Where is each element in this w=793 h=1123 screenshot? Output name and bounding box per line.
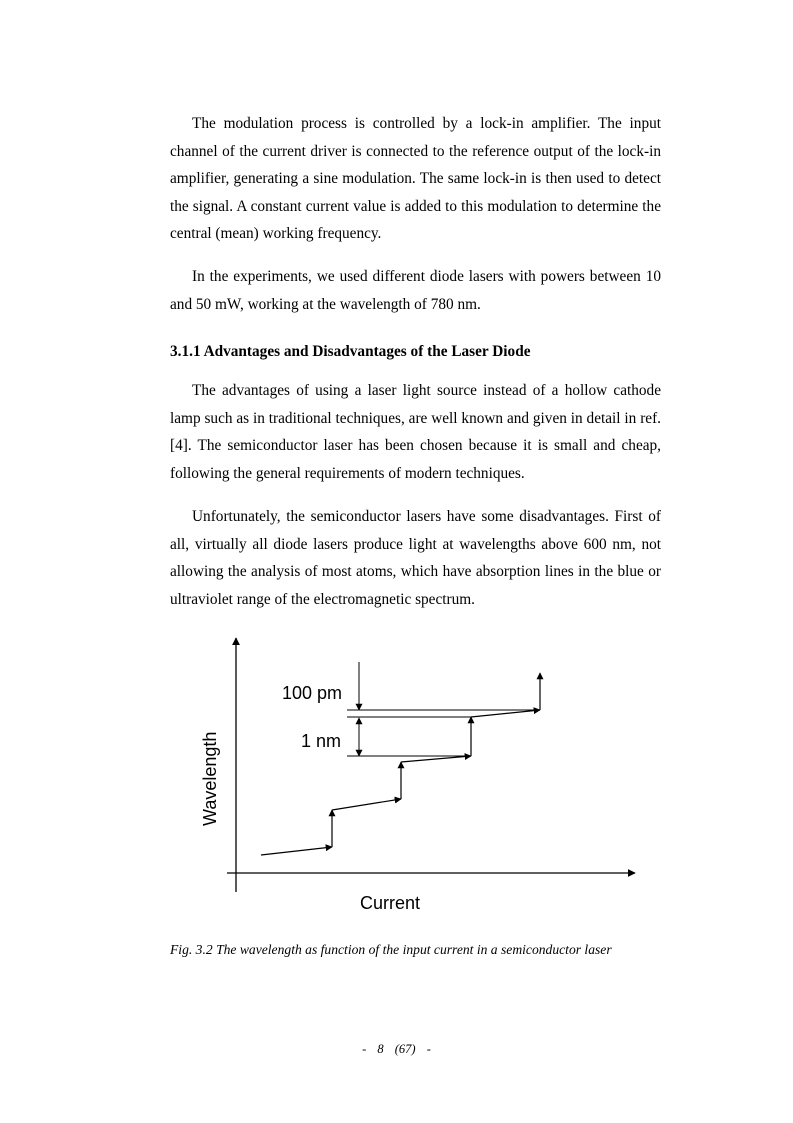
curve-segment bbox=[332, 799, 401, 810]
paragraph-experiments bbox=[170, 263, 661, 318]
curve-segment bbox=[261, 847, 332, 855]
paragraph-text: In the experiments, we used different diode lasers with powers between 10 and 50 mW, working at the wavelength of 780 nm. bbox=[170, 268, 661, 313]
page-number: - 8 (67) - bbox=[362, 1042, 431, 1056]
figure-wavelength-vs-current bbox=[195, 630, 645, 920]
paragraph-disadvantages bbox=[170, 503, 661, 613]
curve-segment bbox=[401, 756, 471, 762]
annotation-1nm: 1 nm bbox=[301, 731, 342, 751]
figure-caption: Fig. 3.2 The wavelength as function of the input current in a semiconductor laser bbox=[170, 942, 612, 957]
x-axis-label: Current bbox=[360, 893, 421, 913]
curve-segment bbox=[471, 710, 540, 717]
y-axis-label: Wavelength bbox=[200, 731, 220, 826]
figure-diagram bbox=[195, 630, 645, 920]
paragraph-text: Unfortunately, the semiconductor lasers have some disadvantages. First of all, virtually all diode lasers produce light at wavelengths above 600 nm, not allowing the analysis of most atoms, which have absorption lines in the blue or ultraviolet range of the electromagnetic spectrum. bbox=[170, 508, 661, 608]
paragraph-advantages bbox=[170, 377, 661, 487]
annotation-100pm: 100 pm bbox=[282, 683, 343, 703]
section-heading: 3.1.1 Advantages and Disadvantages of the Laser Diode bbox=[170, 343, 531, 360]
paragraph-text: The modulation process is controlled by a lock-in amplifier. The input channel of the current driver is connected to the reference output of the lock-in amplifier, generating a sine modulation. The same lock-in is then used to detect the signal. A constant current value is added to this modulation to determine the central (mean) working frequency. bbox=[170, 115, 661, 243]
paragraph-text: The advantages of using a laser light source instead of a hollow cathode lamp such as in traditional techniques, are well known and given in detail in ref. [4]. The semiconductor laser has been chosen because it is small and cheap, following the general requirements of modern techniques. bbox=[170, 382, 661, 482]
paragraph-modulation bbox=[170, 110, 661, 248]
